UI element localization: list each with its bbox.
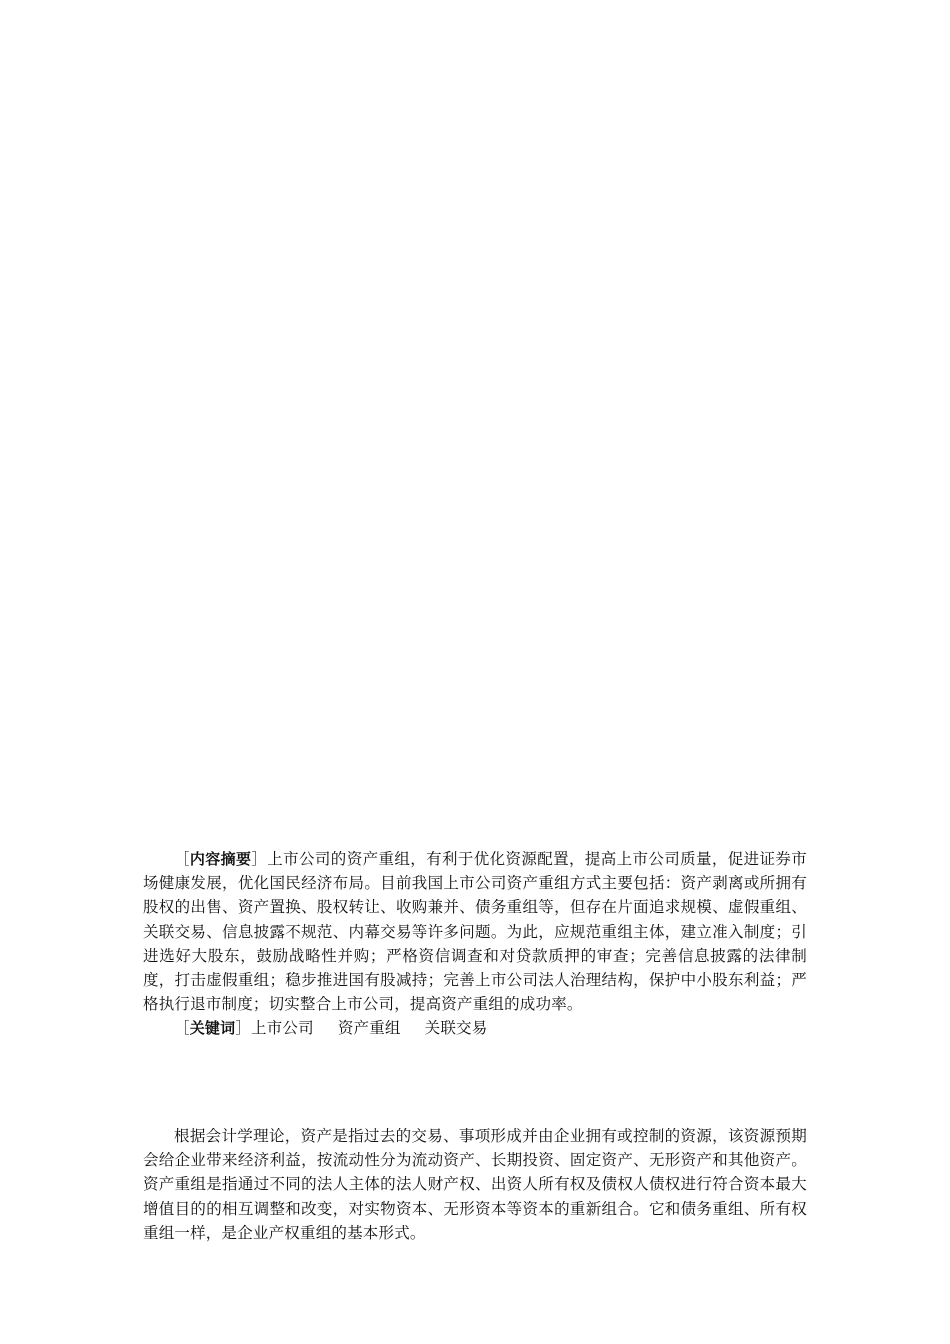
abstract-label: 内容摘要 [189, 850, 252, 868]
keyword-item: 资产重组 [337, 1019, 401, 1038]
keywords-line [143, 1016, 807, 1040]
body-paragraph: 根据会计学理论，资产是指过去的交易、事项形成并由企业拥有或控制的资源，该资源预期会给企业带来经济利益，按流动性分为流动资产、长期投资、固定资产、无形资产和其他资产。资产重组是指通过不同的法人主体的法人财产权、出资人所有权及债权人债权进行符合资本最大增值目的的相互调整和改变，对实物资本、无形资本等资本的重新组合。它和债务重组、所有权重组一样，是企业产权重组的基本形式。 [143, 1127, 807, 1242]
abstract-paragraph [143, 847, 807, 1016]
abstract-label-close: ］ [251, 850, 268, 868]
keyword-item: 关联交易 [424, 1019, 488, 1038]
abstract-label-open: ［ [174, 850, 190, 868]
keyword-item: 上市公司 [251, 1019, 314, 1038]
abstract-section [143, 847, 807, 1041]
keywords-label-close: ］ [235, 1019, 252, 1038]
keywords-label-open: ［ [174, 1019, 190, 1038]
keywords-label: 关键词 [189, 1019, 236, 1038]
body-section [143, 1124, 807, 1245]
abstract-text: 上市公司的资产重组，有利于优化资源配置，提高上市公司质量，促进证券市场健康发展，优化国民经济布局。目前我国上市公司资产重组方式主要包括：资产剥离或所拥有股权的出售、资产置换、股权转让、收购兼并、债务重组等，但存在片面追求规模、虚假重组、关联交易、信息披露不规范、内幕交易等许多问题。为此，应规范重组主体，建立准入制度；引进选好大股东，鼓励战略性并购；严格资信调查和对贷款质押的审查；完善信息披露的法律制度，打击虚假重组；稳步推进国有股减持；完善上市公司法人治理结构，保护中小股东利益；严格执行退市制度；切实整合上市公司，提高资产重组的成功率。 [143, 850, 807, 1014]
